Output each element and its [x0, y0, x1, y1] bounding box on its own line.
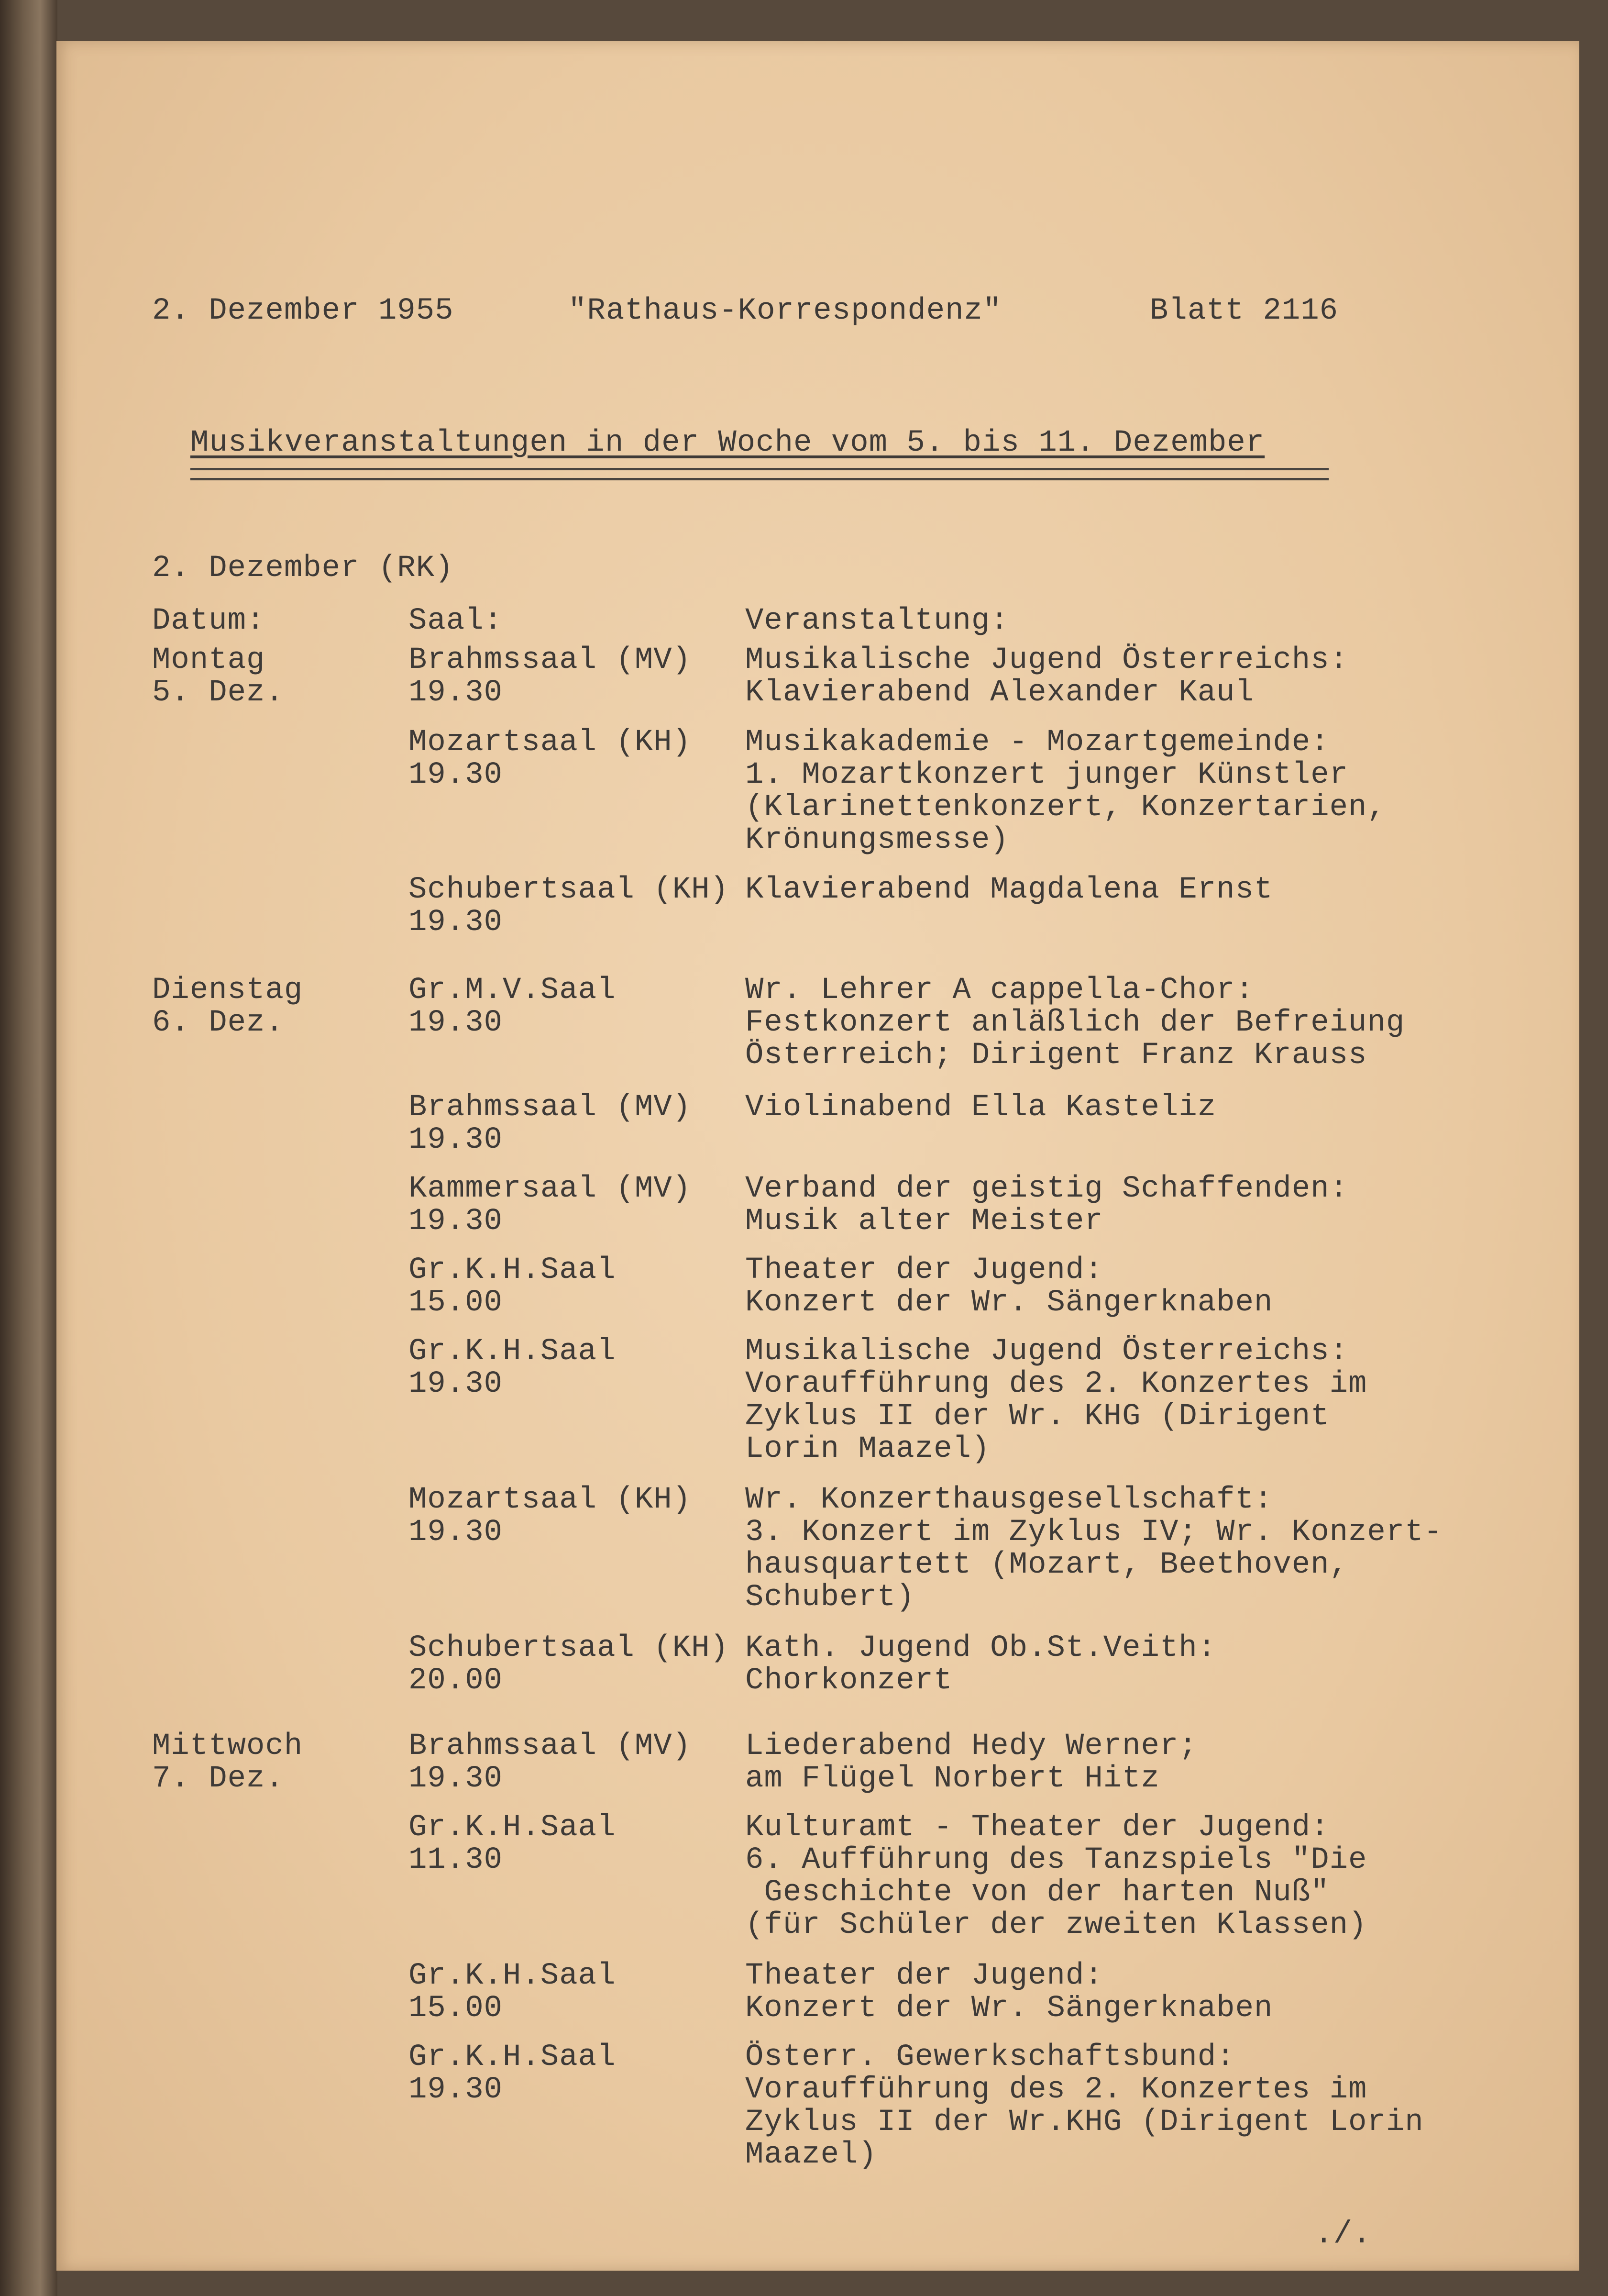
entry-event-line: Wr. Konzerthausgesellschaft: — [745, 1483, 1273, 1517]
entry-hall — [408, 1335, 616, 1400]
entry-event-line: Liederabend Hedy Werner; — [745, 1729, 1198, 1764]
header-sheet-number: Blatt 2116 — [1150, 294, 1339, 328]
entry-event-line: Konzert der Wr. Sängerknaben — [745, 1991, 1273, 2026]
entry-event-line: Violinabend Ella Kasteliz — [745, 1090, 1217, 1125]
entry-event-line: Geschichte von der harten Nuß" — [745, 1875, 1330, 1910]
entry-hall-line: Gr.K.H.Saal — [408, 1253, 616, 1287]
entry-hall-line: Brahmssaal (MV) — [408, 1729, 692, 1764]
entry-day-line: 6. Dez. — [152, 1006, 284, 1040]
entry-event-line: Musikalische Jugend Österreichs: — [745, 1334, 1348, 1369]
entry-event — [745, 1091, 1216, 1124]
entry-hall-line: 19.30 — [408, 1515, 503, 1550]
entry-day-line: 7. Dez. — [152, 1762, 284, 1796]
entry-day — [152, 974, 303, 1039]
entry-hall-line: 20.00 — [408, 1664, 503, 1698]
entry-event — [745, 1811, 1367, 1941]
entry-hall — [408, 1091, 691, 1156]
entry-event-line: Klavierabend Alexander Kaul — [745, 676, 1254, 710]
entry-hall — [408, 1484, 691, 1549]
entry-event-line: Musik alter Meister — [745, 1204, 1103, 1239]
entry-hall-line: Gr.M.V.Saal — [408, 973, 616, 1008]
entry-hall-line: Schubertsaal (KH) — [408, 873, 729, 907]
entry-event-line: Zyklus II der Wr.KHG (Dirigent Lorin — [745, 2105, 1424, 2140]
entry-event-line: am Flügel Norbert Hitz — [745, 1762, 1160, 1796]
column-header-event: Veranstaltung: — [745, 604, 1009, 638]
entry-event-line: 1. Mozartkonzert junger Künstler — [745, 758, 1348, 792]
entry-hall-line: Schubertsaal (KH) — [408, 1631, 729, 1665]
entry-event-line: (für Schüler der zweiten Klassen) — [745, 1908, 1367, 1942]
entry-day-line: Mittwoch — [152, 1729, 303, 1764]
entry-event-line: 3. Konzert im Zyklus IV; Wr. Konzert- — [745, 1515, 1443, 1550]
column-header-hall: Saal: — [408, 604, 503, 638]
entry-event — [745, 1335, 1367, 1465]
release-subheading: 2. Dezember (RK) — [152, 551, 454, 586]
entry-event-line: Maazel) — [745, 2138, 877, 2172]
entry-hall — [408, 1960, 616, 2025]
entry-event-line: Österr. Gewerkschaftsbund: — [745, 2040, 1235, 2074]
entry-hall-line: Brahmssaal (MV) — [408, 643, 692, 677]
entry-hall — [408, 874, 729, 939]
entry-event-line: Verband der geistig Schaffenden: — [745, 1172, 1348, 1206]
entry-event-line: Österreich; Dirigent Franz Krauss — [745, 1038, 1367, 1073]
entry-hall-line: Gr.K.H.Saal — [408, 2040, 616, 2074]
entry-hall-line: Kammersaal (MV) — [408, 1172, 692, 1206]
entry-hall-line: 15.00 — [408, 1286, 503, 1320]
entry-hall-line: Gr.K.H.Saal — [408, 1810, 616, 1845]
entry-hall — [408, 1632, 729, 1697]
entry-event — [745, 644, 1348, 709]
entry-event-line: hausquartett (Mozart, Beethoven, — [745, 1548, 1348, 1582]
entry-hall — [408, 1173, 691, 1238]
entry-day-line: Montag — [152, 643, 265, 677]
entry-hall-line: Mozartsaal (KH) — [408, 1483, 692, 1517]
entry-event-line: Klavierabend Magdalena Ernst — [745, 873, 1273, 907]
entry-day — [152, 1730, 303, 1795]
entry-event — [745, 974, 1405, 1072]
entry-hall-line: 19.30 — [408, 1762, 503, 1796]
entry-hall-line: 19.30 — [408, 905, 503, 940]
title-double-underline — [190, 468, 1329, 480]
entry-hall — [408, 726, 691, 791]
entry-hall-line: 15.00 — [408, 1991, 503, 2026]
entry-hall-line: Gr.K.H.Saal — [408, 1959, 616, 1993]
document-page — [56, 41, 1579, 2271]
entry-hall-line: 19.30 — [408, 1123, 503, 1157]
entry-event — [745, 874, 1273, 906]
entry-event-line: Chorkonzert — [745, 1664, 953, 1698]
entry-event — [745, 1632, 1216, 1697]
entry-event-line: Voraufführung des 2. Konzertes im — [745, 2073, 1367, 2107]
entry-event-line: Theater der Jugend: — [745, 1959, 1103, 1993]
column-header-date: Datum: — [152, 604, 265, 638]
entry-event-line: Schubert) — [745, 1580, 915, 1615]
entry-event-line: Theater der Jugend: — [745, 1253, 1103, 1287]
entry-event — [745, 1173, 1348, 1238]
entry-hall-line: 19.30 — [408, 2073, 503, 2107]
document-title: Musikveranstaltungen in der Woche vom 5. bis 11. Dezember — [190, 426, 1265, 460]
entry-event-line: Lorin Maazel) — [745, 1432, 991, 1466]
entry-hall-line: Mozartsaal (KH) — [408, 725, 692, 760]
entry-hall — [408, 2041, 616, 2106]
entry-hall-line: 19.30 — [408, 1204, 503, 1239]
entry-hall — [408, 974, 616, 1039]
entry-event-line: Musikalische Jugend Österreichs: — [745, 643, 1348, 677]
entry-event-line: Festkonzert anläßlich der Befreiung — [745, 1006, 1405, 1040]
entry-event-line: Voraufführung des 2. Konzertes im — [745, 1367, 1367, 1401]
entry-event-line: Kulturamt - Theater der Jugend: — [745, 1810, 1330, 1845]
entry-hall — [408, 1730, 691, 1795]
header-publication: "Rathaus-Korrespondenz" — [568, 294, 1002, 328]
entry-event-line: Kath. Jugend Ob.St.Veith: — [745, 1631, 1217, 1665]
entry-hall-line: 19.30 — [408, 676, 503, 710]
entry-event — [745, 726, 1386, 856]
entry-event-line: Wr. Lehrer A cappella-Chor: — [745, 973, 1254, 1008]
entry-hall — [408, 644, 691, 709]
book-spine — [0, 0, 57, 2296]
entry-event — [745, 1960, 1273, 2025]
continuation-mark: ./. — [1314, 2216, 1371, 2252]
entry-event-line: Zyklus II der Wr. KHG (Dirigent — [745, 1399, 1330, 1434]
entry-event-line: Krönungsmesse) — [745, 823, 1009, 857]
entry-event — [745, 1730, 1198, 1795]
entry-hall-line: Brahmssaal (MV) — [408, 1090, 692, 1125]
entry-event-line: 6. Aufführung des Tanzspiels "Die — [745, 1843, 1367, 1877]
entry-hall-line: 19.30 — [408, 1367, 503, 1401]
entry-hall-line: 19.30 — [408, 1006, 503, 1040]
entry-event — [745, 2041, 1424, 2171]
entry-event — [745, 1254, 1273, 1319]
entry-day — [152, 644, 284, 709]
header-date: 2. Dezember 1955 — [152, 294, 454, 328]
entry-hall-line: Gr.K.H.Saal — [408, 1334, 616, 1369]
entry-day-line: 5. Dez. — [152, 676, 284, 710]
entry-hall — [408, 1254, 616, 1319]
entry-day-line: Dienstag — [152, 973, 303, 1008]
entry-event-line: Konzert der Wr. Sängerknaben — [745, 1286, 1273, 1320]
entry-event — [745, 1484, 1443, 1614]
entry-event-line: Musikakademie - Mozartgemeinde: — [745, 725, 1330, 760]
entry-hall-line: 11.30 — [408, 1843, 503, 1877]
entry-hall-line: 19.30 — [408, 758, 503, 792]
entry-event-line: (Klarinettenkonzert, Konzertarien, — [745, 790, 1386, 825]
entry-hall — [408, 1811, 616, 1876]
